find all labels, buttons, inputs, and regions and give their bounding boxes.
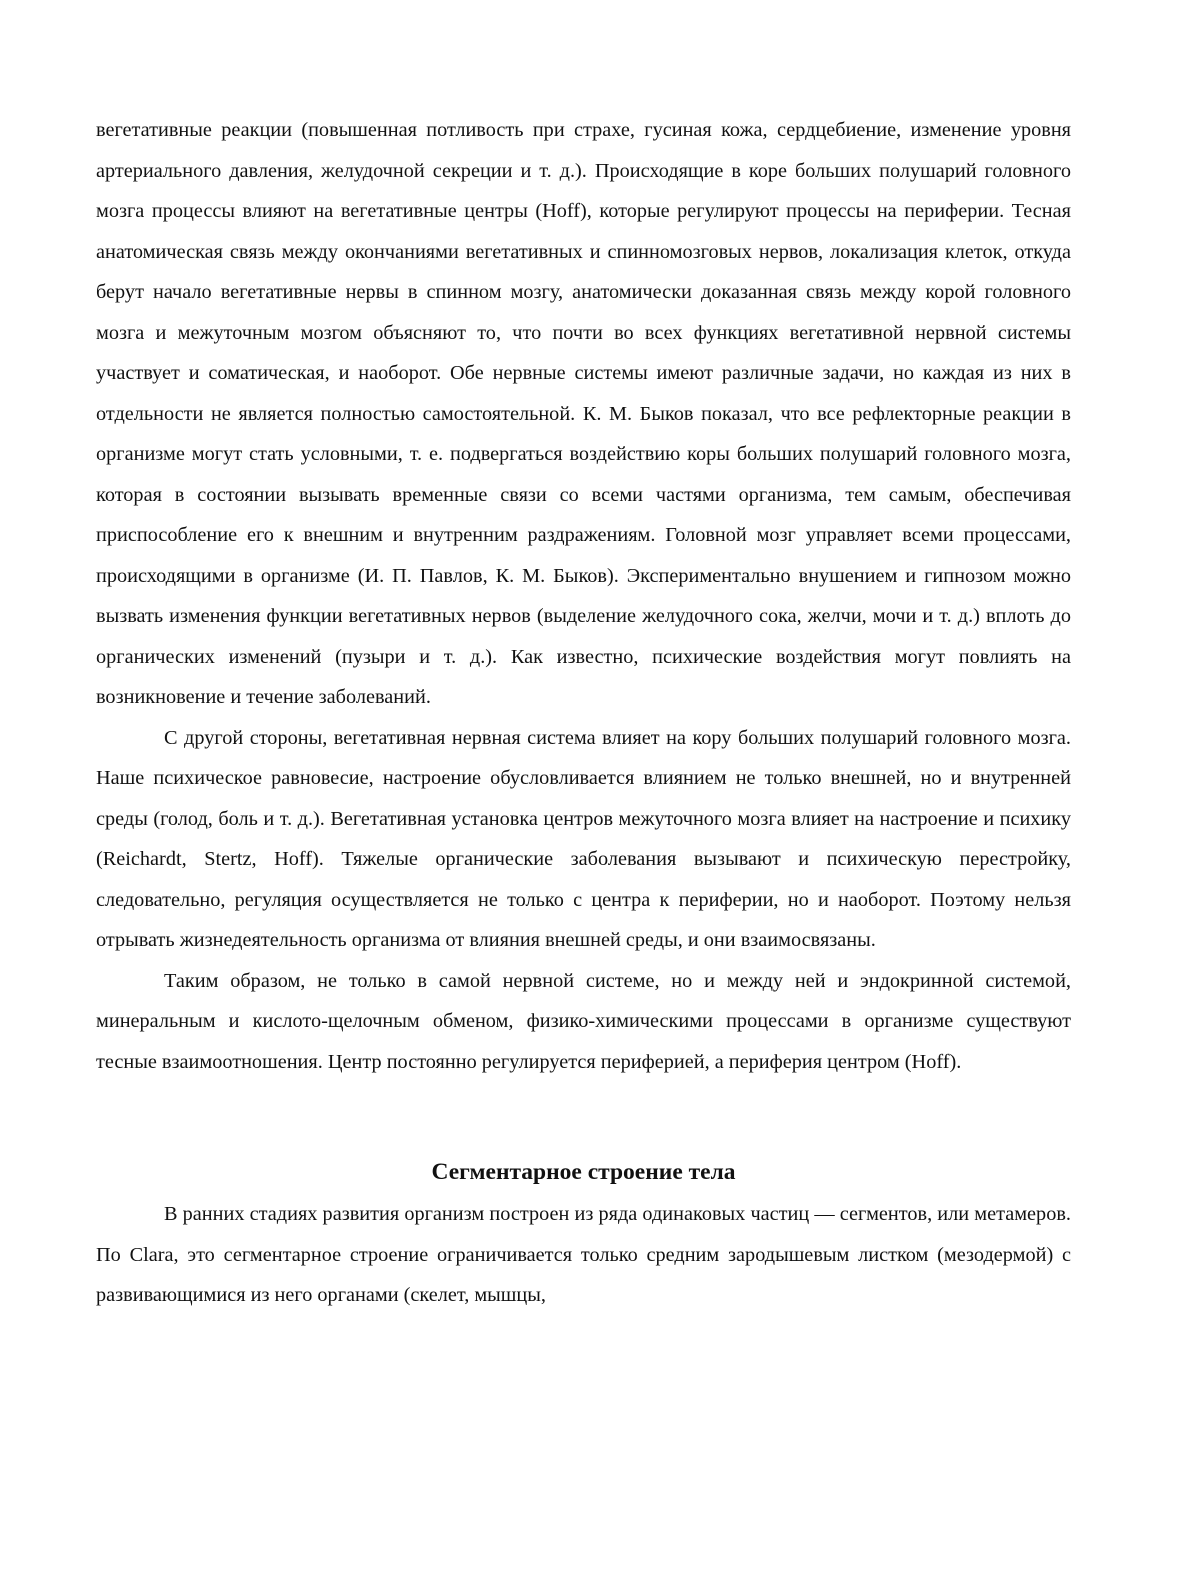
paragraph-interrelations: Таким образом, не только в самой нервной системе, но и между ней и эндокринной системой, минеральным и кислото-щелочным обменом, физико-химическими процессами в организме существуют тесные взаимоотношения. Центр постоянно регулируется периферией, а периферия центром (Hoff). (96, 969, 1071, 1073)
paragraph-segmental-structure: В ранних стадиях развития организм построен из ряда одинаковых частиц — сегментов, или метамеров. По Clara, это сегментарное строение ограничивается только средним зародышевым листком (мезодермой) с развивающимися из него органами (скелет, мышцы, (96, 1203, 1071, 1306)
section-heading: Сегментарное строение тела (431, 1159, 736, 1185)
paragraph-vegetative-influence: С другой стороны, вегетативная нервная система влияет на кору больших полушарий головного мозга. Наше психическое равновесие, настроение обусловливается влиянием не только внешней, но и внутренней среды (голод, боль и т. д.). Вегетативная установка центров межуточного мозга влияет на настроение и психику (Reichardt, Stertz, Hoff). Тяжелые органические заболевания вызывают и психическую перестройку, следовательно, регуляция осуществляется не только с центра к периферии, но и наоборот. Поэтому нельзя отрывать жизнедеятельность организма от влияния внешней среды, и они взаимосвязаны. (96, 726, 1071, 951)
document-page (96, 110, 1071, 1316)
paragraph-vegetative-reactions: вегетативные реакции (повышенная потливость при страхе, гусиная кожа, сердцебиение, изменение уровня артериального давления, желудочной секреции и т. д.). Происходящие в коре больших полушарий головного мозга процессы влияют на вегетативные центры (Hoff), которые регулируют процессы на периферии. Тесная анатомическая связь между окончаниями вегетативных и спинномозговых нервов, локализация клеток, откуда берут начало вегетативные нервы в спинном мозгу, анатомически доказанная связь между корой головного мозга и межуточным мозгом объясняют то, что почти во всех функциях вегетативной нервной системы участвует и соматическая, и наоборот. Обе нервные системы имеют различные задачи, но каждая из них в отдельности не является полностью самостоятельной. К. М. Быков показал, что все рефлекторные реакции в организме могут стать условными, т. е. подвергаться воздействию коры больших полушарий головного мозга, которая в состоянии вызывать временные связи со всеми частями организма, тем самым, обеспечивая приспособление его к внешним и внутренним раздражениям. Головной мозг управляет всеми процессами, происходящими в организме (И. П. Павлов, К. М. Быков). Экспериментально внушением и гипнозом можно вызвать изменения функции вегетативных нервов (выделение желудочного сока, желчи, мочи и т. д.) вплоть до органических изменений (пузыри и т. д.). Как известно, психические воздействия могут повлиять на возникновение и течение заболеваний. (96, 119, 1071, 708)
